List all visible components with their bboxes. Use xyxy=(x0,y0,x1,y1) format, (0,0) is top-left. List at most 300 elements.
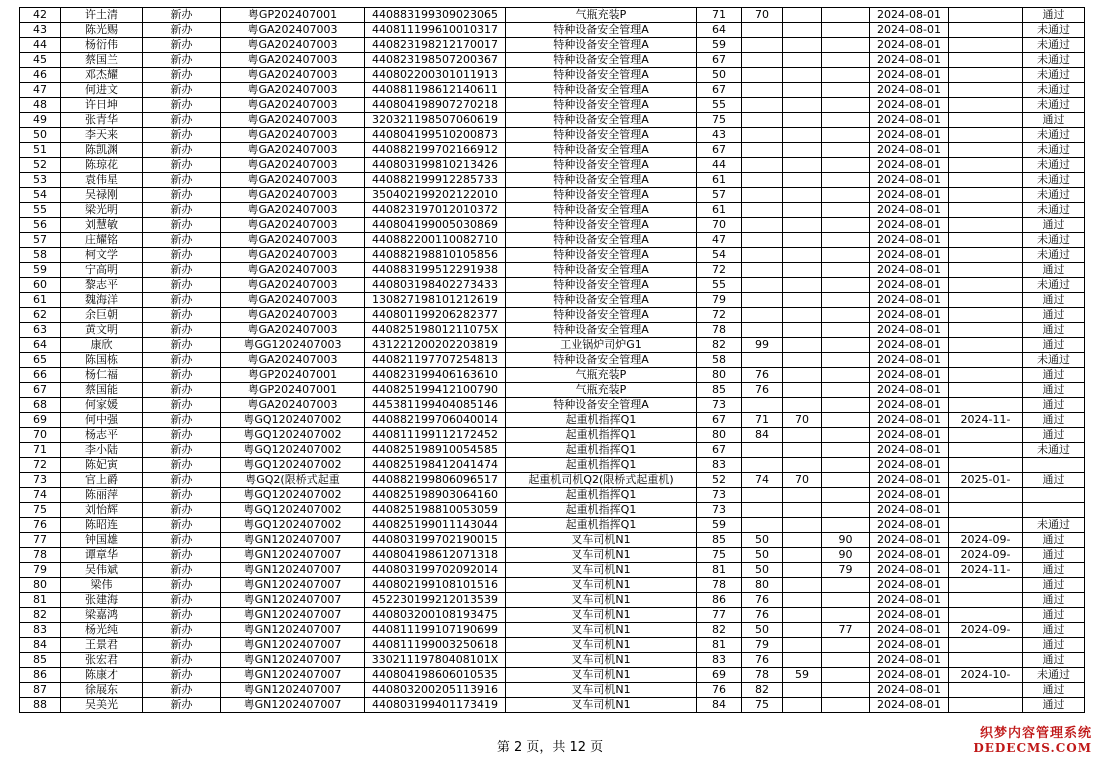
cell-theory-score: 76 xyxy=(697,683,742,698)
cell-exam-date: 2024-08-01 xyxy=(870,113,949,128)
cell-apply-type: 新办 xyxy=(143,398,221,413)
cell-exam-plan-no: 粤GQ1202407002 xyxy=(221,518,365,533)
cell-retake-score-1 xyxy=(783,623,822,638)
cell-retake-score-2 xyxy=(822,503,870,518)
cell-retake-date: 2024-10- xyxy=(949,668,1023,683)
cell-id-number: 440882199912285733 xyxy=(365,173,506,188)
cell-seq-no: 48 xyxy=(20,98,61,113)
cell-id-number: 440825198810053059 xyxy=(365,503,506,518)
table-row xyxy=(20,428,1085,443)
table-row xyxy=(20,68,1085,83)
cell-seq-no: 86 xyxy=(20,668,61,683)
cell-result: 通过 xyxy=(1023,473,1085,488)
cell-theory-score: 72 xyxy=(697,308,742,323)
table-row xyxy=(20,173,1085,188)
cell-retake-score-1 xyxy=(783,368,822,383)
cell-name: 李天来 xyxy=(61,128,143,143)
cell-retake-date xyxy=(949,488,1023,503)
cell-apply-type: 新办 xyxy=(143,578,221,593)
cell-id-number: 440803199401173419 xyxy=(365,698,506,713)
cell-result: 未通过 xyxy=(1023,188,1085,203)
cell-exam-date: 2024-08-01 xyxy=(870,638,949,653)
cell-retake-score-1 xyxy=(783,683,822,698)
cell-exam-plan-no: 粤GN1202407007 xyxy=(221,533,365,548)
cell-retake-score-1: 70 xyxy=(783,413,822,428)
cell-exam-item: 特种设备安全管理A xyxy=(506,113,697,128)
cell-retake-date xyxy=(949,653,1023,668)
cell-practical-score: 71 xyxy=(742,413,783,428)
cell-result: 未通过 xyxy=(1023,98,1085,113)
cell-exam-date: 2024-08-01 xyxy=(870,188,949,203)
cell-seq-no: 78 xyxy=(20,548,61,563)
cell-id-number: 440882200110082710 xyxy=(365,233,506,248)
cell-seq-no: 73 xyxy=(20,473,61,488)
cell-apply-type: 新办 xyxy=(143,593,221,608)
cell-exam-date: 2024-08-01 xyxy=(870,368,949,383)
cell-retake-score-2 xyxy=(822,458,870,473)
cell-exam-plan-no: 粤GA202407003 xyxy=(221,398,365,413)
cell-retake-score-1 xyxy=(783,143,822,158)
cell-practical-score: 76 xyxy=(742,653,783,668)
cell-name: 杨衍伟 xyxy=(61,38,143,53)
cell-apply-type: 新办 xyxy=(143,458,221,473)
cell-name: 刘怡辉 xyxy=(61,503,143,518)
cell-practical-score xyxy=(742,233,783,248)
cell-retake-score-1 xyxy=(783,218,822,233)
cell-id-number: 440803199702092014 xyxy=(365,563,506,578)
cell-retake-date xyxy=(949,323,1023,338)
cell-retake-score-1 xyxy=(783,263,822,278)
cell-seq-no: 80 xyxy=(20,578,61,593)
cell-retake-date xyxy=(949,518,1023,533)
cell-practical-score xyxy=(742,293,783,308)
cell-apply-type: 新办 xyxy=(143,428,221,443)
table-row xyxy=(20,98,1085,113)
cell-seq-no: 79 xyxy=(20,563,61,578)
cell-exam-date: 2024-08-01 xyxy=(870,203,949,218)
cell-practical-score xyxy=(742,263,783,278)
cell-exam-item: 起重机指挥Q1 xyxy=(506,428,697,443)
cell-name: 何家媛 xyxy=(61,398,143,413)
cell-exam-plan-no: 粤GA202407003 xyxy=(221,38,365,53)
cell-retake-date xyxy=(949,458,1023,473)
cell-exam-date: 2024-08-01 xyxy=(870,68,949,83)
cell-result: 通过 xyxy=(1023,368,1085,383)
table-row xyxy=(20,248,1085,263)
cell-retake-score-1: 70 xyxy=(783,473,822,488)
cell-retake-score-1 xyxy=(783,188,822,203)
cell-retake-score-2 xyxy=(822,653,870,668)
cell-apply-type: 新办 xyxy=(143,653,221,668)
cell-retake-date xyxy=(949,38,1023,53)
cell-exam-plan-no: 粤GP202407001 xyxy=(221,368,365,383)
cell-retake-date xyxy=(949,98,1023,113)
cell-practical-score: 76 xyxy=(742,608,783,623)
cell-retake-date xyxy=(949,143,1023,158)
cell-seq-no: 46 xyxy=(20,68,61,83)
cell-apply-type: 新办 xyxy=(143,293,221,308)
cell-retake-score-1 xyxy=(783,83,822,98)
cell-practical-score xyxy=(742,173,783,188)
cell-exam-date: 2024-08-01 xyxy=(870,593,949,608)
cell-name: 李小陆 xyxy=(61,443,143,458)
cell-id-number: 440882199706040014 xyxy=(365,413,506,428)
cell-result: 通过 xyxy=(1023,683,1085,698)
cell-retake-score-1 xyxy=(783,23,822,38)
cell-retake-score-1 xyxy=(783,128,822,143)
cell-name: 陈康才 xyxy=(61,668,143,683)
cell-exam-plan-no: 粤GA202407003 xyxy=(221,353,365,368)
cell-exam-date: 2024-08-01 xyxy=(870,698,949,713)
cell-apply-type: 新办 xyxy=(143,68,221,83)
cell-retake-score-2 xyxy=(822,323,870,338)
cell-apply-type: 新办 xyxy=(143,383,221,398)
cell-exam-item: 叉车司机N1 xyxy=(506,698,697,713)
cell-exam-plan-no: 粤GA202407003 xyxy=(221,173,365,188)
cell-exam-date: 2024-08-01 xyxy=(870,548,949,563)
cell-retake-score-2: 90 xyxy=(822,533,870,548)
cell-retake-score-2 xyxy=(822,158,870,173)
cell-practical-score: 82 xyxy=(742,683,783,698)
cell-practical-score: 80 xyxy=(742,578,783,593)
cell-retake-score-2: 79 xyxy=(822,563,870,578)
cell-result: 未通过 xyxy=(1023,443,1085,458)
cell-retake-date xyxy=(949,383,1023,398)
table-row xyxy=(20,548,1085,563)
cell-practical-score: 78 xyxy=(742,668,783,683)
cell-exam-item: 起重机指挥Q1 xyxy=(506,413,697,428)
cell-id-number: 440823197012010372 xyxy=(365,203,506,218)
table-row xyxy=(20,443,1085,458)
cell-exam-plan-no: 粤GA202407003 xyxy=(221,308,365,323)
cell-theory-score: 67 xyxy=(697,143,742,158)
table-row xyxy=(20,413,1085,428)
cell-theory-score: 57 xyxy=(697,188,742,203)
cell-result: 未通过 xyxy=(1023,143,1085,158)
cell-retake-date xyxy=(949,53,1023,68)
watermark-line-1: 织梦内容管理系统 xyxy=(979,726,1092,741)
cell-retake-score-2 xyxy=(822,443,870,458)
cell-apply-type: 新办 xyxy=(143,698,221,713)
cell-retake-date xyxy=(949,353,1023,368)
cell-seq-no: 54 xyxy=(20,188,61,203)
cell-retake-score-2 xyxy=(822,593,870,608)
table-row xyxy=(20,158,1085,173)
cell-exam-item: 叉车司机N1 xyxy=(506,593,697,608)
table-row xyxy=(20,668,1085,683)
cell-result: 未通过 xyxy=(1023,233,1085,248)
cell-exam-plan-no: 粤GN1202407007 xyxy=(221,668,365,683)
cell-exam-plan-no: 粤GA202407003 xyxy=(221,68,365,83)
cell-theory-score: 67 xyxy=(697,443,742,458)
cell-practical-score: 50 xyxy=(742,533,783,548)
table-row xyxy=(20,323,1085,338)
cell-exam-plan-no: 粤GQ1202407002 xyxy=(221,458,365,473)
cell-exam-date: 2024-08-01 xyxy=(870,428,949,443)
cell-theory-score: 58 xyxy=(697,353,742,368)
cell-exam-date: 2024-08-01 xyxy=(870,623,949,638)
cell-retake-score-1 xyxy=(783,8,822,23)
cell-exam-item: 叉车司机N1 xyxy=(506,608,697,623)
cell-result: 通过 xyxy=(1023,263,1085,278)
cell-exam-plan-no: 粤GN1202407007 xyxy=(221,653,365,668)
cell-retake-score-2 xyxy=(822,218,870,233)
cell-exam-plan-no: 粤GP202407001 xyxy=(221,383,365,398)
cell-exam-item: 起重机司机Q2(限桥式起重机) xyxy=(506,473,697,488)
cell-retake-date: 2024-11- xyxy=(949,563,1023,578)
cell-result: 未通过 xyxy=(1023,278,1085,293)
cell-retake-score-2 xyxy=(822,473,870,488)
cell-theory-score: 69 xyxy=(697,668,742,683)
table-row xyxy=(20,593,1085,608)
cell-exam-item: 起重机指挥Q1 xyxy=(506,443,697,458)
cell-retake-date xyxy=(949,83,1023,98)
cell-theory-score: 50 xyxy=(697,68,742,83)
cell-result: 通过 xyxy=(1023,383,1085,398)
cell-seq-no: 59 xyxy=(20,263,61,278)
cell-theory-score: 67 xyxy=(697,83,742,98)
cell-exam-plan-no: 粤GN1202407007 xyxy=(221,548,365,563)
cell-retake-date xyxy=(949,308,1023,323)
cell-retake-score-1 xyxy=(783,578,822,593)
cell-exam-plan-no: 粤GA202407003 xyxy=(221,53,365,68)
cell-exam-item: 叉车司机N1 xyxy=(506,563,697,578)
cell-theory-score: 85 xyxy=(697,383,742,398)
table-row xyxy=(20,458,1085,473)
cell-retake-score-2 xyxy=(822,98,870,113)
cell-retake-score-1 xyxy=(783,293,822,308)
cell-name: 黄文明 xyxy=(61,323,143,338)
cell-exam-item: 气瓶充装P xyxy=(506,383,697,398)
cell-retake-score-2 xyxy=(822,353,870,368)
cell-apply-type: 新办 xyxy=(143,233,221,248)
cell-exam-item: 起重机指挥Q1 xyxy=(506,488,697,503)
cell-seq-no: 67 xyxy=(20,383,61,398)
cell-name: 陈妃寅 xyxy=(61,458,143,473)
cell-exam-date: 2024-08-01 xyxy=(870,98,949,113)
cell-apply-type: 新办 xyxy=(143,158,221,173)
cell-exam-plan-no: 粤GA202407003 xyxy=(221,323,365,338)
cell-retake-score-2 xyxy=(822,398,870,413)
table-row xyxy=(20,23,1085,38)
cell-retake-date xyxy=(949,263,1023,278)
cell-id-number: 440804198606010535 xyxy=(365,668,506,683)
cell-exam-item: 特种设备安全管理A xyxy=(506,173,697,188)
cell-retake-score-2 xyxy=(822,338,870,353)
cell-name: 何中强 xyxy=(61,413,143,428)
table-row xyxy=(20,143,1085,158)
cell-practical-score: 50 xyxy=(742,623,783,638)
cell-retake-score-2 xyxy=(822,53,870,68)
cell-id-number: 445381199404085146 xyxy=(365,398,506,413)
table-row xyxy=(20,278,1085,293)
table-row xyxy=(20,518,1085,533)
cell-id-number: 440825199011143044 xyxy=(365,518,506,533)
cell-exam-plan-no: 粤GA202407003 xyxy=(221,293,365,308)
cell-id-number: 440882199702166912 xyxy=(365,143,506,158)
cell-exam-item: 特种设备安全管理A xyxy=(506,23,697,38)
cell-retake-score-2 xyxy=(822,638,870,653)
cell-theory-score: 67 xyxy=(697,53,742,68)
cell-retake-date xyxy=(949,503,1023,518)
cell-retake-score-1 xyxy=(783,428,822,443)
cell-seq-no: 75 xyxy=(20,503,61,518)
cell-retake-score-2 xyxy=(822,368,870,383)
table-row xyxy=(20,53,1085,68)
cell-exam-date: 2024-08-01 xyxy=(870,263,949,278)
cell-result: 未通过 xyxy=(1023,128,1085,143)
cell-theory-score: 59 xyxy=(697,518,742,533)
cell-retake-score-1 xyxy=(783,458,822,473)
cell-id-number: 452230199212013539 xyxy=(365,593,506,608)
cell-id-number: 440882199806096517 xyxy=(365,473,506,488)
cell-practical-score: 84 xyxy=(742,428,783,443)
cell-retake-score-1 xyxy=(783,533,822,548)
cell-exam-plan-no: 粤GQ1202407002 xyxy=(221,413,365,428)
cell-retake-score-2 xyxy=(822,128,870,143)
cell-exam-plan-no: 粤GA202407003 xyxy=(221,263,365,278)
cell-id-number: 440803199702190015 xyxy=(365,533,506,548)
cell-retake-score-1 xyxy=(783,383,822,398)
cell-exam-date: 2024-08-01 xyxy=(870,83,949,98)
cell-practical-score xyxy=(742,158,783,173)
cell-retake-date xyxy=(949,128,1023,143)
cell-apply-type: 新办 xyxy=(143,413,221,428)
cell-exam-item: 特种设备安全管理A xyxy=(506,233,697,248)
cell-name: 杨仁福 xyxy=(61,368,143,383)
table-row xyxy=(20,488,1085,503)
table-row xyxy=(20,698,1085,713)
cell-retake-score-2: 90 xyxy=(822,548,870,563)
cell-exam-date: 2024-08-01 xyxy=(870,53,949,68)
cell-theory-score: 72 xyxy=(697,263,742,278)
cell-retake-score-1 xyxy=(783,503,822,518)
cell-apply-type: 新办 xyxy=(143,443,221,458)
cell-exam-plan-no: 粤GA202407003 xyxy=(221,158,365,173)
cell-practical-score xyxy=(742,488,783,503)
cell-exam-plan-no: 粤GN1202407007 xyxy=(221,638,365,653)
table-row xyxy=(20,383,1085,398)
cell-retake-date xyxy=(949,23,1023,38)
cell-name: 袁伟星 xyxy=(61,173,143,188)
cell-exam-item: 叉车司机N1 xyxy=(506,653,697,668)
cell-apply-type: 新办 xyxy=(143,368,221,383)
cell-theory-score: 64 xyxy=(697,23,742,38)
cell-seq-no: 66 xyxy=(20,368,61,383)
cell-seq-no: 61 xyxy=(20,293,61,308)
cell-exam-plan-no: 粤GA202407003 xyxy=(221,248,365,263)
cell-retake-date xyxy=(949,113,1023,128)
cell-theory-score: 80 xyxy=(697,368,742,383)
cell-name: 王景君 xyxy=(61,638,143,653)
cell-retake-score-1 xyxy=(783,353,822,368)
cell-theory-score: 55 xyxy=(697,98,742,113)
cell-retake-score-2 xyxy=(822,68,870,83)
cell-id-number: 440882198810105856 xyxy=(365,248,506,263)
cell-result: 未通过 xyxy=(1023,23,1085,38)
cell-practical-score xyxy=(742,503,783,518)
cell-id-number: 440802199108101516 xyxy=(365,578,506,593)
cell-practical-score xyxy=(742,188,783,203)
cell-retake-score-2 xyxy=(822,683,870,698)
cell-theory-score: 61 xyxy=(697,173,742,188)
cell-id-number: 440825198910054585 xyxy=(365,443,506,458)
cell-practical-score xyxy=(742,113,783,128)
cell-practical-score xyxy=(742,278,783,293)
cell-retake-date xyxy=(949,8,1023,23)
cell-seq-no: 68 xyxy=(20,398,61,413)
cell-result: 通过 xyxy=(1023,533,1085,548)
cell-retake-score-2 xyxy=(822,608,870,623)
cell-name: 刘慧敏 xyxy=(61,218,143,233)
cell-id-number: 440811199003250618 xyxy=(365,638,506,653)
cell-retake-date xyxy=(949,173,1023,188)
cell-theory-score: 80 xyxy=(697,428,742,443)
cell-exam-item: 叉车司机N1 xyxy=(506,623,697,638)
cell-retake-date xyxy=(949,68,1023,83)
cell-retake-score-2 xyxy=(822,698,870,713)
cell-practical-score: 50 xyxy=(742,563,783,578)
cell-id-number: 440803200108193475 xyxy=(365,608,506,623)
cell-exam-plan-no: 粤GP202407001 xyxy=(221,8,365,23)
cell-id-number: 440804199510200873 xyxy=(365,128,506,143)
cell-result: 通过 xyxy=(1023,113,1085,128)
cell-exam-plan-no: 粤GA202407003 xyxy=(221,218,365,233)
cell-retake-score-1 xyxy=(783,98,822,113)
cell-exam-item: 叉车司机N1 xyxy=(506,533,697,548)
cell-id-number: 440811199610010317 xyxy=(365,23,506,38)
cell-exam-item: 特种设备安全管理A xyxy=(506,353,697,368)
cell-name: 吴伟斌 xyxy=(61,563,143,578)
cell-exam-date: 2024-08-01 xyxy=(870,398,949,413)
cell-result: 通过 xyxy=(1023,413,1085,428)
cell-retake-score-1 xyxy=(783,338,822,353)
cell-exam-plan-no: 粤GQ1202407002 xyxy=(221,488,365,503)
cell-exam-date: 2024-08-01 xyxy=(870,668,949,683)
cell-name: 陈丽萍 xyxy=(61,488,143,503)
cell-retake-score-2 xyxy=(822,293,870,308)
cell-exam-date: 2024-08-01 xyxy=(870,173,949,188)
cell-seq-no: 57 xyxy=(20,233,61,248)
watermark xyxy=(973,726,1092,756)
cell-retake-score-1 xyxy=(783,488,822,503)
cell-name: 陈昭连 xyxy=(61,518,143,533)
cell-theory-score: 85 xyxy=(697,533,742,548)
cell-practical-score xyxy=(742,458,783,473)
cell-exam-item: 工业锅炉司炉G1 xyxy=(506,338,697,353)
cell-retake-score-2 xyxy=(822,248,870,263)
table-row xyxy=(20,203,1085,218)
cell-apply-type: 新办 xyxy=(143,278,221,293)
cell-apply-type: 新办 xyxy=(143,353,221,368)
cell-exam-date: 2024-08-01 xyxy=(870,353,949,368)
cell-retake-score-1 xyxy=(783,638,822,653)
cell-exam-item: 特种设备安全管理A xyxy=(506,398,697,413)
cell-practical-score: 99 xyxy=(742,338,783,353)
table-row xyxy=(20,263,1085,278)
cell-retake-score-1 xyxy=(783,653,822,668)
cell-exam-date: 2024-08-01 xyxy=(870,413,949,428)
cell-exam-plan-no: 粤GA202407003 xyxy=(221,203,365,218)
cell-retake-score-1 xyxy=(783,173,822,188)
cell-practical-score xyxy=(742,218,783,233)
cell-retake-score-2 xyxy=(822,518,870,533)
cell-apply-type: 新办 xyxy=(143,128,221,143)
cell-exam-plan-no: 粤GQ1202407002 xyxy=(221,443,365,458)
cell-practical-score xyxy=(742,443,783,458)
cell-practical-score: 76 xyxy=(742,383,783,398)
cell-result: 通过 xyxy=(1023,398,1085,413)
